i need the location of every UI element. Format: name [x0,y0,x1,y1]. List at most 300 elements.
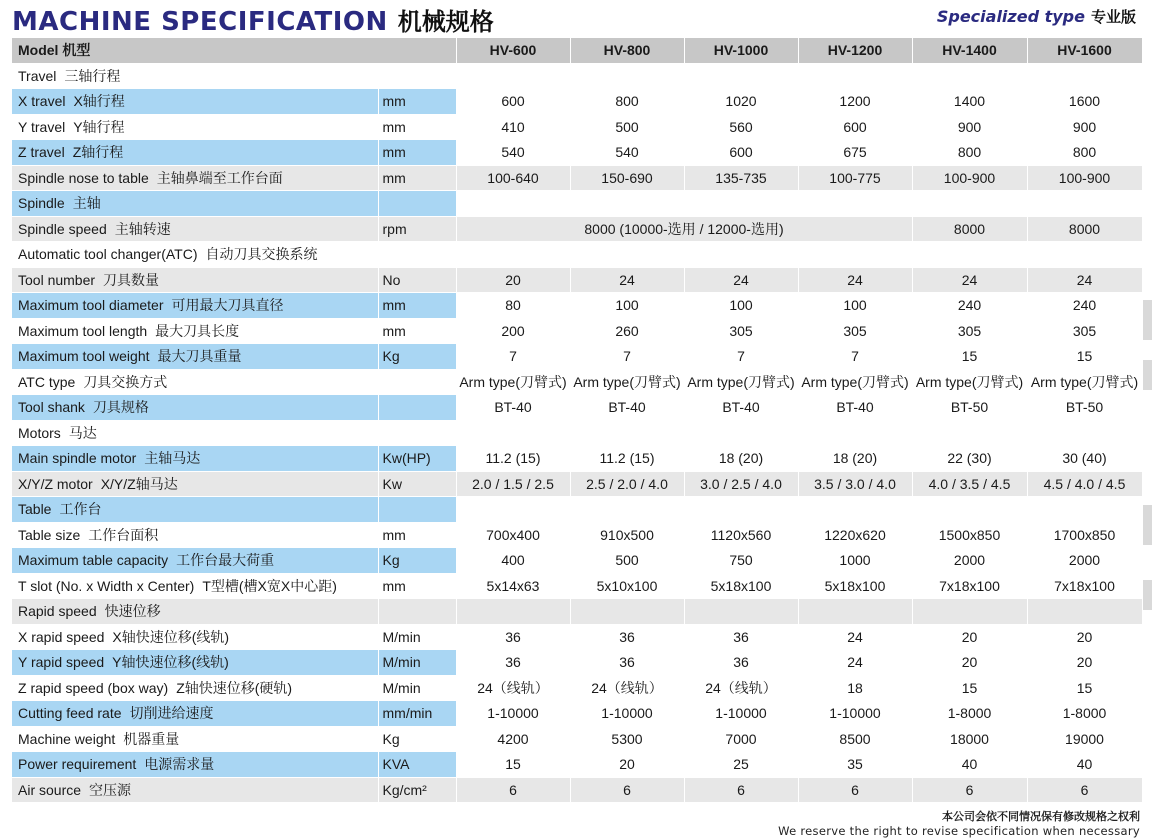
value-cell [684,191,798,217]
section-row [12,242,1142,268]
value-cell: 1000 [798,548,912,574]
table-row [12,216,1142,242]
table-row [12,726,1142,752]
table-row [12,446,1142,472]
table-row [12,573,1142,599]
row-label [12,522,378,548]
value-cell [1027,242,1142,268]
value-cell [912,242,1027,268]
model-name: HV-600 [456,38,570,63]
row-label [12,140,378,166]
model-name: HV-1000 [684,38,798,63]
value-cell: Arm type(刀臂式) [456,369,570,395]
model-label-zh: 机型 [62,42,91,59]
section-row [12,191,1142,217]
value-cell: 305 [798,318,912,344]
value-cell: 5x14x63 [456,573,570,599]
row-label-zh: 空压源 [89,781,132,798]
specification-table [12,38,1143,803]
unit-cell: mm [378,293,456,319]
unit-cell: KVA [378,752,456,778]
value-cell: 675 [798,140,912,166]
value-cell: 260 [570,318,684,344]
value-cell: 11.2 (15) [570,446,684,472]
section-row [12,420,1142,446]
table-header-row [12,38,1142,63]
table-row [12,318,1142,344]
table-row [12,114,1142,140]
row-label-en: Tool number [18,271,96,288]
value-cell: 24 [798,650,912,676]
value-cell [684,242,798,268]
table-row [12,293,1142,319]
row-label-zh: X轴行程 [73,93,125,110]
value-cell: 22 (30) [912,446,1027,472]
value-cell: 240 [1027,293,1142,319]
table-row [12,548,1142,574]
value-cell: BT-40 [456,395,570,421]
value-cell: 4.0 / 3.5 / 4.5 [912,471,1027,497]
value-cell: 500 [570,548,684,574]
row-label-zh: 三轴行程 [64,67,121,84]
model-name: HV-1200 [798,38,912,63]
value-cell: 24（线轨） [570,675,684,701]
value-cell: 410 [456,114,570,140]
value-cell [798,420,912,446]
value-cell: 305 [912,318,1027,344]
value-cell [798,63,912,89]
value-cell [798,191,912,217]
value-cell: 7x18x100 [1027,573,1142,599]
value-cell: 100-900 [912,165,1027,191]
value-cell: 24（线轨） [456,675,570,701]
value-cell: 5x10x100 [570,573,684,599]
value-cell: 15 [1027,675,1142,701]
row-label-en: Z rapid speed (box way) [18,679,169,696]
table-row [12,89,1142,115]
row-label-zh: X轴快速位移(线轨) [112,628,230,645]
row-label [12,114,378,140]
value-cell: 1700x850 [1027,522,1142,548]
row-label [12,548,378,574]
value-cell: 150-690 [570,165,684,191]
table-row [12,267,1142,293]
row-label-en: Main spindle motor [18,450,137,467]
value-cell: 1-8000 [912,701,1027,727]
page-title [12,2,494,37]
value-cell: 305 [1027,318,1142,344]
value-cell: Arm type(刀臂式) [684,369,798,395]
value-cell: 7 [798,344,912,370]
row-label-en: Table size [18,526,81,543]
value-cell: 24 [570,267,684,293]
value-cell: 7 [684,344,798,370]
section-row [12,599,1142,625]
value-cell [456,191,570,217]
row-label-zh: 工作台 [59,501,102,518]
value-cell: 100-900 [1027,165,1142,191]
value-cell: 6 [912,777,1027,803]
value-cell: 30 (40) [1027,446,1142,472]
value-cell: 6 [798,777,912,803]
row-label-zh: 刀具规格 [92,399,149,416]
disclaimer-zh: 本公司会依不同情况保有修改规格之权利 [942,810,1140,823]
row-label-en: Travel [18,67,57,84]
value-cell [1027,599,1142,625]
value-cell: 4200 [456,726,570,752]
value-cell: 40 [1027,752,1142,778]
row-label [12,293,378,319]
section-row [12,497,1142,523]
row-label-zh: 工作台最大荷重 [176,552,275,569]
disclaimer-en: We reserve the right to revise specification when necessary [778,824,1140,838]
row-label [12,242,378,268]
unit-cell [378,369,456,395]
row-label-en: Y rapid speed [18,654,105,671]
value-cell: 8500 [798,726,912,752]
value-cell: 600 [684,140,798,166]
value-cell: 36 [570,650,684,676]
model-name: HV-1600 [1027,38,1142,63]
value-cell: 18 (20) [798,446,912,472]
value-cell: 3.5 / 3.0 / 4.0 [798,471,912,497]
value-cell: 200 [456,318,570,344]
value-cell: 20 [1027,650,1142,676]
unit-cell: Kw [378,471,456,497]
table-row [12,369,1142,395]
row-label [12,599,378,625]
value-cell [570,420,684,446]
row-label [12,752,378,778]
value-cell [912,420,1027,446]
value-cell: 6 [1027,777,1142,803]
row-label-zh: 马达 [68,424,97,441]
unit-cell: Kg [378,726,456,752]
row-label-en: Z travel [18,144,65,161]
unit-cell [378,497,456,523]
value-cell: 5x18x100 [798,573,912,599]
value-cell: BT-50 [1027,395,1142,421]
model-label: Model [18,42,59,59]
table-row [12,344,1142,370]
value-cell: 100-775 [798,165,912,191]
unit-cell: mm [378,114,456,140]
value-cell: Arm type(刀臂式) [798,369,912,395]
value-cell: 36 [684,624,798,650]
value-cell [684,63,798,89]
value-cell: 1400 [912,89,1027,115]
value-cell: 6 [456,777,570,803]
value-cell: 100 [684,293,798,319]
row-label [12,165,378,191]
unit-cell: Kg [378,548,456,574]
value-cell [912,599,1027,625]
value-cell: 100 [570,293,684,319]
model-header [12,38,456,63]
value-cell [456,599,570,625]
value-cell: 800 [912,140,1027,166]
value-cell: 1500x850 [912,522,1027,548]
unit-cell [378,420,456,446]
value-cell: 6 [570,777,684,803]
value-cell: 1-10000 [798,701,912,727]
row-label [12,344,378,370]
value-cell: 15 [912,675,1027,701]
model-name: HV-1400 [912,38,1027,63]
value-cell: 24 [798,267,912,293]
value-cell: 20 [570,752,684,778]
value-cell: 1200 [798,89,912,115]
value-cell [1027,63,1142,89]
row-label-zh: 主轴鼻端至工作台面 [156,169,283,186]
row-label-en: Maximum tool diameter [18,297,164,314]
row-label-zh: 切削进给速度 [129,705,214,722]
value-cell: 25 [684,752,798,778]
value-cell: 36 [570,624,684,650]
value-cell [912,497,1027,523]
row-label-zh: 主轴 [72,195,101,212]
value-cell: 8000 [912,216,1027,242]
value-cell: 11.2 (15) [456,446,570,472]
table-row [12,395,1142,421]
unit-cell: Kg [378,344,456,370]
row-label-en: X rapid speed [18,628,105,645]
row-label-zh: 主轴转速 [114,220,171,237]
row-label [12,446,378,472]
unit-cell: mm [378,140,456,166]
row-label-zh: Y轴快速位移(线轨) [112,654,229,671]
value-cell: 3.0 / 2.5 / 4.0 [684,471,798,497]
model-name: HV-800 [570,38,684,63]
value-cell: 18000 [912,726,1027,752]
value-cell: 1120x560 [684,522,798,548]
unit-cell: rpm [378,216,456,242]
subtitle-en: Specialized type [936,7,1085,26]
value-cell [570,497,684,523]
row-label-en: Motors [18,424,61,441]
row-label-en: Tool shank [18,399,85,416]
table-row [12,650,1142,676]
value-cell: BT-50 [912,395,1027,421]
value-cell: 40 [912,752,1027,778]
section-row [12,63,1142,89]
row-label-zh: 工作台面积 [88,526,159,543]
value-cell: 35 [798,752,912,778]
row-label [12,216,378,242]
row-label-en: Table [18,501,52,518]
value-cell [456,63,570,89]
value-cell: 15 [912,344,1027,370]
row-label [12,777,378,803]
table-row [12,752,1142,778]
value-cell: 7x18x100 [912,573,1027,599]
row-label [12,471,378,497]
row-label-zh: 电源需求量 [144,756,215,773]
row-label-zh: 主轴马达 [144,450,201,467]
row-label-zh: X/Y/Z轴马达 [100,475,178,492]
value-cell: 135-735 [684,165,798,191]
value-cell: 1-10000 [570,701,684,727]
table-row [12,675,1142,701]
value-cell: 305 [684,318,798,344]
row-label-en: Automatic tool changer(ATC) [18,246,198,263]
row-label [12,624,378,650]
value-cell: 20 [1027,624,1142,650]
table-row [12,165,1142,191]
unit-cell: mm [378,573,456,599]
value-cell [570,191,684,217]
row-label-zh: T型槽(槽X宽X中心距) [202,577,337,594]
table-row [12,471,1142,497]
row-label [12,701,378,727]
unit-cell [378,242,456,268]
row-label-en: ATC type [18,373,76,390]
value-cell: 5x18x100 [684,573,798,599]
title-en: MACHINE SPECIFICATION [12,7,388,37]
value-cell: 7 [456,344,570,370]
value-cell: 1600 [1027,89,1142,115]
value-cell: 2000 [1027,548,1142,574]
row-label-zh: 可用最大刀具直径 [171,297,284,314]
unit-cell: M/min [378,624,456,650]
row-label-zh: Y轴行程 [73,118,125,135]
unit-cell: M/min [378,650,456,676]
row-label [12,497,378,523]
value-cell [684,599,798,625]
value-cell: 600 [456,89,570,115]
value-cell: 15 [1027,344,1142,370]
edge-decoration [1142,300,1152,340]
value-cell: 2.0 / 1.5 / 2.5 [456,471,570,497]
value-cell-spanned: 8000 (10000-选用 / 12000-选用) [456,216,912,242]
row-label [12,675,378,701]
value-cell: 560 [684,114,798,140]
row-label [12,726,378,752]
value-cell [684,497,798,523]
row-label-en: Power requirement [18,756,137,773]
value-cell [912,191,1027,217]
subtitle-zh: 专业版 [1090,8,1136,26]
row-label-zh: 刀具交换方式 [83,373,168,390]
table-row [12,777,1142,803]
value-cell [798,599,912,625]
unit-cell: mm [378,522,456,548]
unit-cell: No [378,267,456,293]
value-cell [1027,420,1142,446]
value-cell: 240 [912,293,1027,319]
row-label-en: Air source [18,781,82,798]
row-label [12,650,378,676]
unit-cell: mm [378,89,456,115]
value-cell: 19000 [1027,726,1142,752]
row-label-en: Y travel [18,118,66,135]
value-cell: 24 [912,267,1027,293]
row-label [12,267,378,293]
unit-cell [378,599,456,625]
value-cell: Arm type(刀臂式) [1027,369,1142,395]
value-cell: 36 [684,650,798,676]
value-cell: 500 [570,114,684,140]
row-label-en: Spindle speed [18,220,107,237]
value-cell: 20 [912,624,1027,650]
row-label [12,63,378,89]
value-cell: BT-40 [684,395,798,421]
row-label-en: X/Y/Z motor [18,475,93,492]
value-cell [1027,191,1142,217]
row-label [12,420,378,446]
value-cell: 540 [456,140,570,166]
table-row [12,522,1142,548]
edge-decoration [1142,360,1152,390]
row-label [12,369,378,395]
disclaimer [778,808,1140,838]
unit-cell: Kg/cm² [378,777,456,803]
row-label [12,191,378,217]
row-label-zh: 最大刀具长度 [155,322,240,339]
value-cell: 2000 [912,548,1027,574]
edge-decoration [1142,580,1152,610]
value-cell: 6 [684,777,798,803]
value-cell [684,420,798,446]
value-cell [570,63,684,89]
unit-cell: mm/min [378,701,456,727]
value-cell: 4.5 / 4.0 / 4.5 [1027,471,1142,497]
value-cell: 15 [456,752,570,778]
row-label-en: Cutting feed rate [18,705,122,722]
value-cell: 7 [570,344,684,370]
row-label-zh: 机器重量 [123,730,180,747]
value-cell: 1220x620 [798,522,912,548]
value-cell: BT-40 [570,395,684,421]
unit-cell: M/min [378,675,456,701]
value-cell [456,242,570,268]
value-cell: Arm type(刀臂式) [912,369,1027,395]
title-zh: 机械规格 [397,8,494,36]
value-cell: 36 [456,650,570,676]
value-cell: 5300 [570,726,684,752]
row-label-en: Maximum tool length [18,322,148,339]
value-cell: 36 [456,624,570,650]
table-row [12,701,1142,727]
value-cell [456,420,570,446]
value-cell: 8000 [1027,216,1142,242]
edition-label [937,6,1136,27]
row-label-zh: 最大刀具重量 [157,348,242,365]
value-cell: 80 [456,293,570,319]
value-cell: 20 [456,267,570,293]
value-cell: 540 [570,140,684,166]
value-cell: 24（线轨） [684,675,798,701]
table-row [12,624,1142,650]
row-label-zh: Z轴快速位移(硬轨) [176,679,293,696]
row-label-en: X travel [18,93,66,110]
unit-cell [378,63,456,89]
value-cell: 1-10000 [684,701,798,727]
row-label-en: Spindle [18,195,65,212]
row-label-en: T slot (No. x Width x Center) [18,577,195,594]
value-cell: 7000 [684,726,798,752]
row-label [12,573,378,599]
value-cell: 900 [1027,114,1142,140]
value-cell: 24 [1027,267,1142,293]
table-row [12,140,1142,166]
value-cell: 1-10000 [456,701,570,727]
value-cell: 24 [684,267,798,293]
value-cell: Arm type(刀臂式) [570,369,684,395]
row-label-en: Machine weight [18,730,116,747]
value-cell: 800 [1027,140,1142,166]
value-cell: BT-40 [798,395,912,421]
